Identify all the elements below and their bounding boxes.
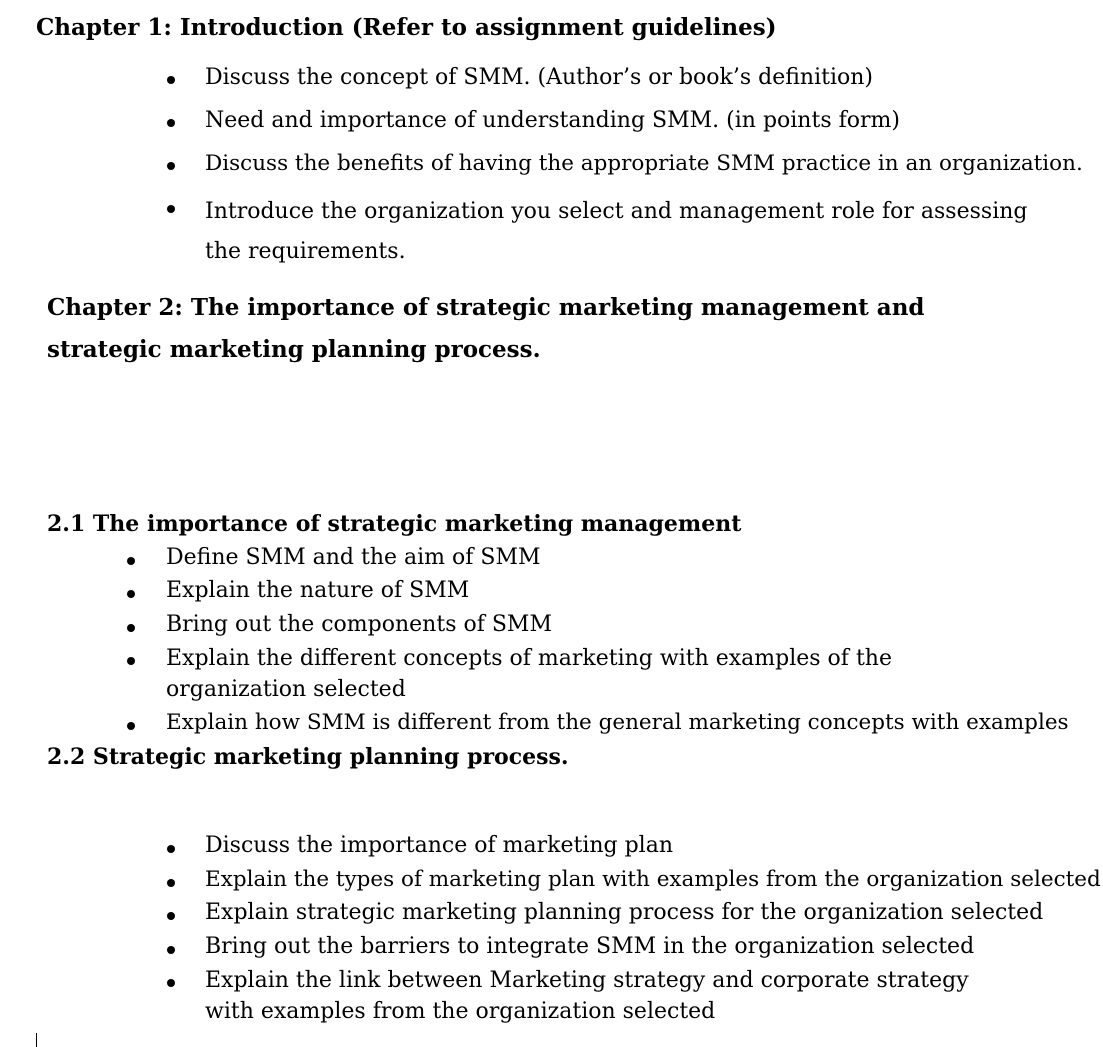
bullet-dot [167,76,175,84]
bullet-dot [167,119,175,127]
list-item: Explain the link between Marketing strategy and corporate strategy with examples from the organization selected [205,968,969,1024]
bullet-dot [167,912,175,920]
bullet-dot [167,162,175,170]
bullet-dot [167,946,175,954]
list-item: Explain how SMM is different from the general marketing concepts with examples [166,710,1069,735]
list-item: Explain the different concepts of marketing with examples of the organization selected [166,646,892,702]
bullet-dot [127,722,135,730]
list-item: Explain the nature of SMM [166,578,470,603]
list-item: Explain strategic marketing planning process for the organization selected [205,900,1044,925]
text-cursor [36,1033,37,1047]
section22-heading: 2.2 Strategic marketing planning process. [47,744,569,770]
bullet-dot [167,845,175,853]
list-item: Discuss the benefits of having the appropriate SMM practice in an organization. [205,151,1083,176]
list-item: Discuss the concept of SMM. (Author’s or book’s definition) [205,65,874,90]
chapter2-heading: Chapter 2: The importance of strategic marketing management and strategic marketing planning process. [47,294,925,363]
bullet-dot [127,557,135,565]
list-item: Introduce the organization you select and management role for assessing the requirements. [205,199,1028,264]
list-item: Explain the types of marketing plan with examples from the organization selected [205,867,1101,892]
list-item: Bring out the barriers to integrate SMM in the organization selected [205,934,975,959]
list-item: Bring out the components of SMM [166,612,552,637]
list-item: Define SMM and the aim of SMM [166,545,541,570]
list-item: Need and importance of understanding SMM. (in points form) [205,108,900,133]
bullet-dot [127,590,135,598]
bullet-dot [167,979,175,987]
bullet-dot [167,205,175,213]
bullet-dot [127,624,135,632]
bullet-dot [167,879,175,887]
chapter1-heading: Chapter 1: Introduction (Refer to assignment guidelines) [36,14,777,41]
bullet-dot [127,657,135,665]
list-item: Discuss the importance of marketing plan [205,833,674,858]
section21-heading: 2.1 The importance of strategic marketing management [47,511,742,537]
